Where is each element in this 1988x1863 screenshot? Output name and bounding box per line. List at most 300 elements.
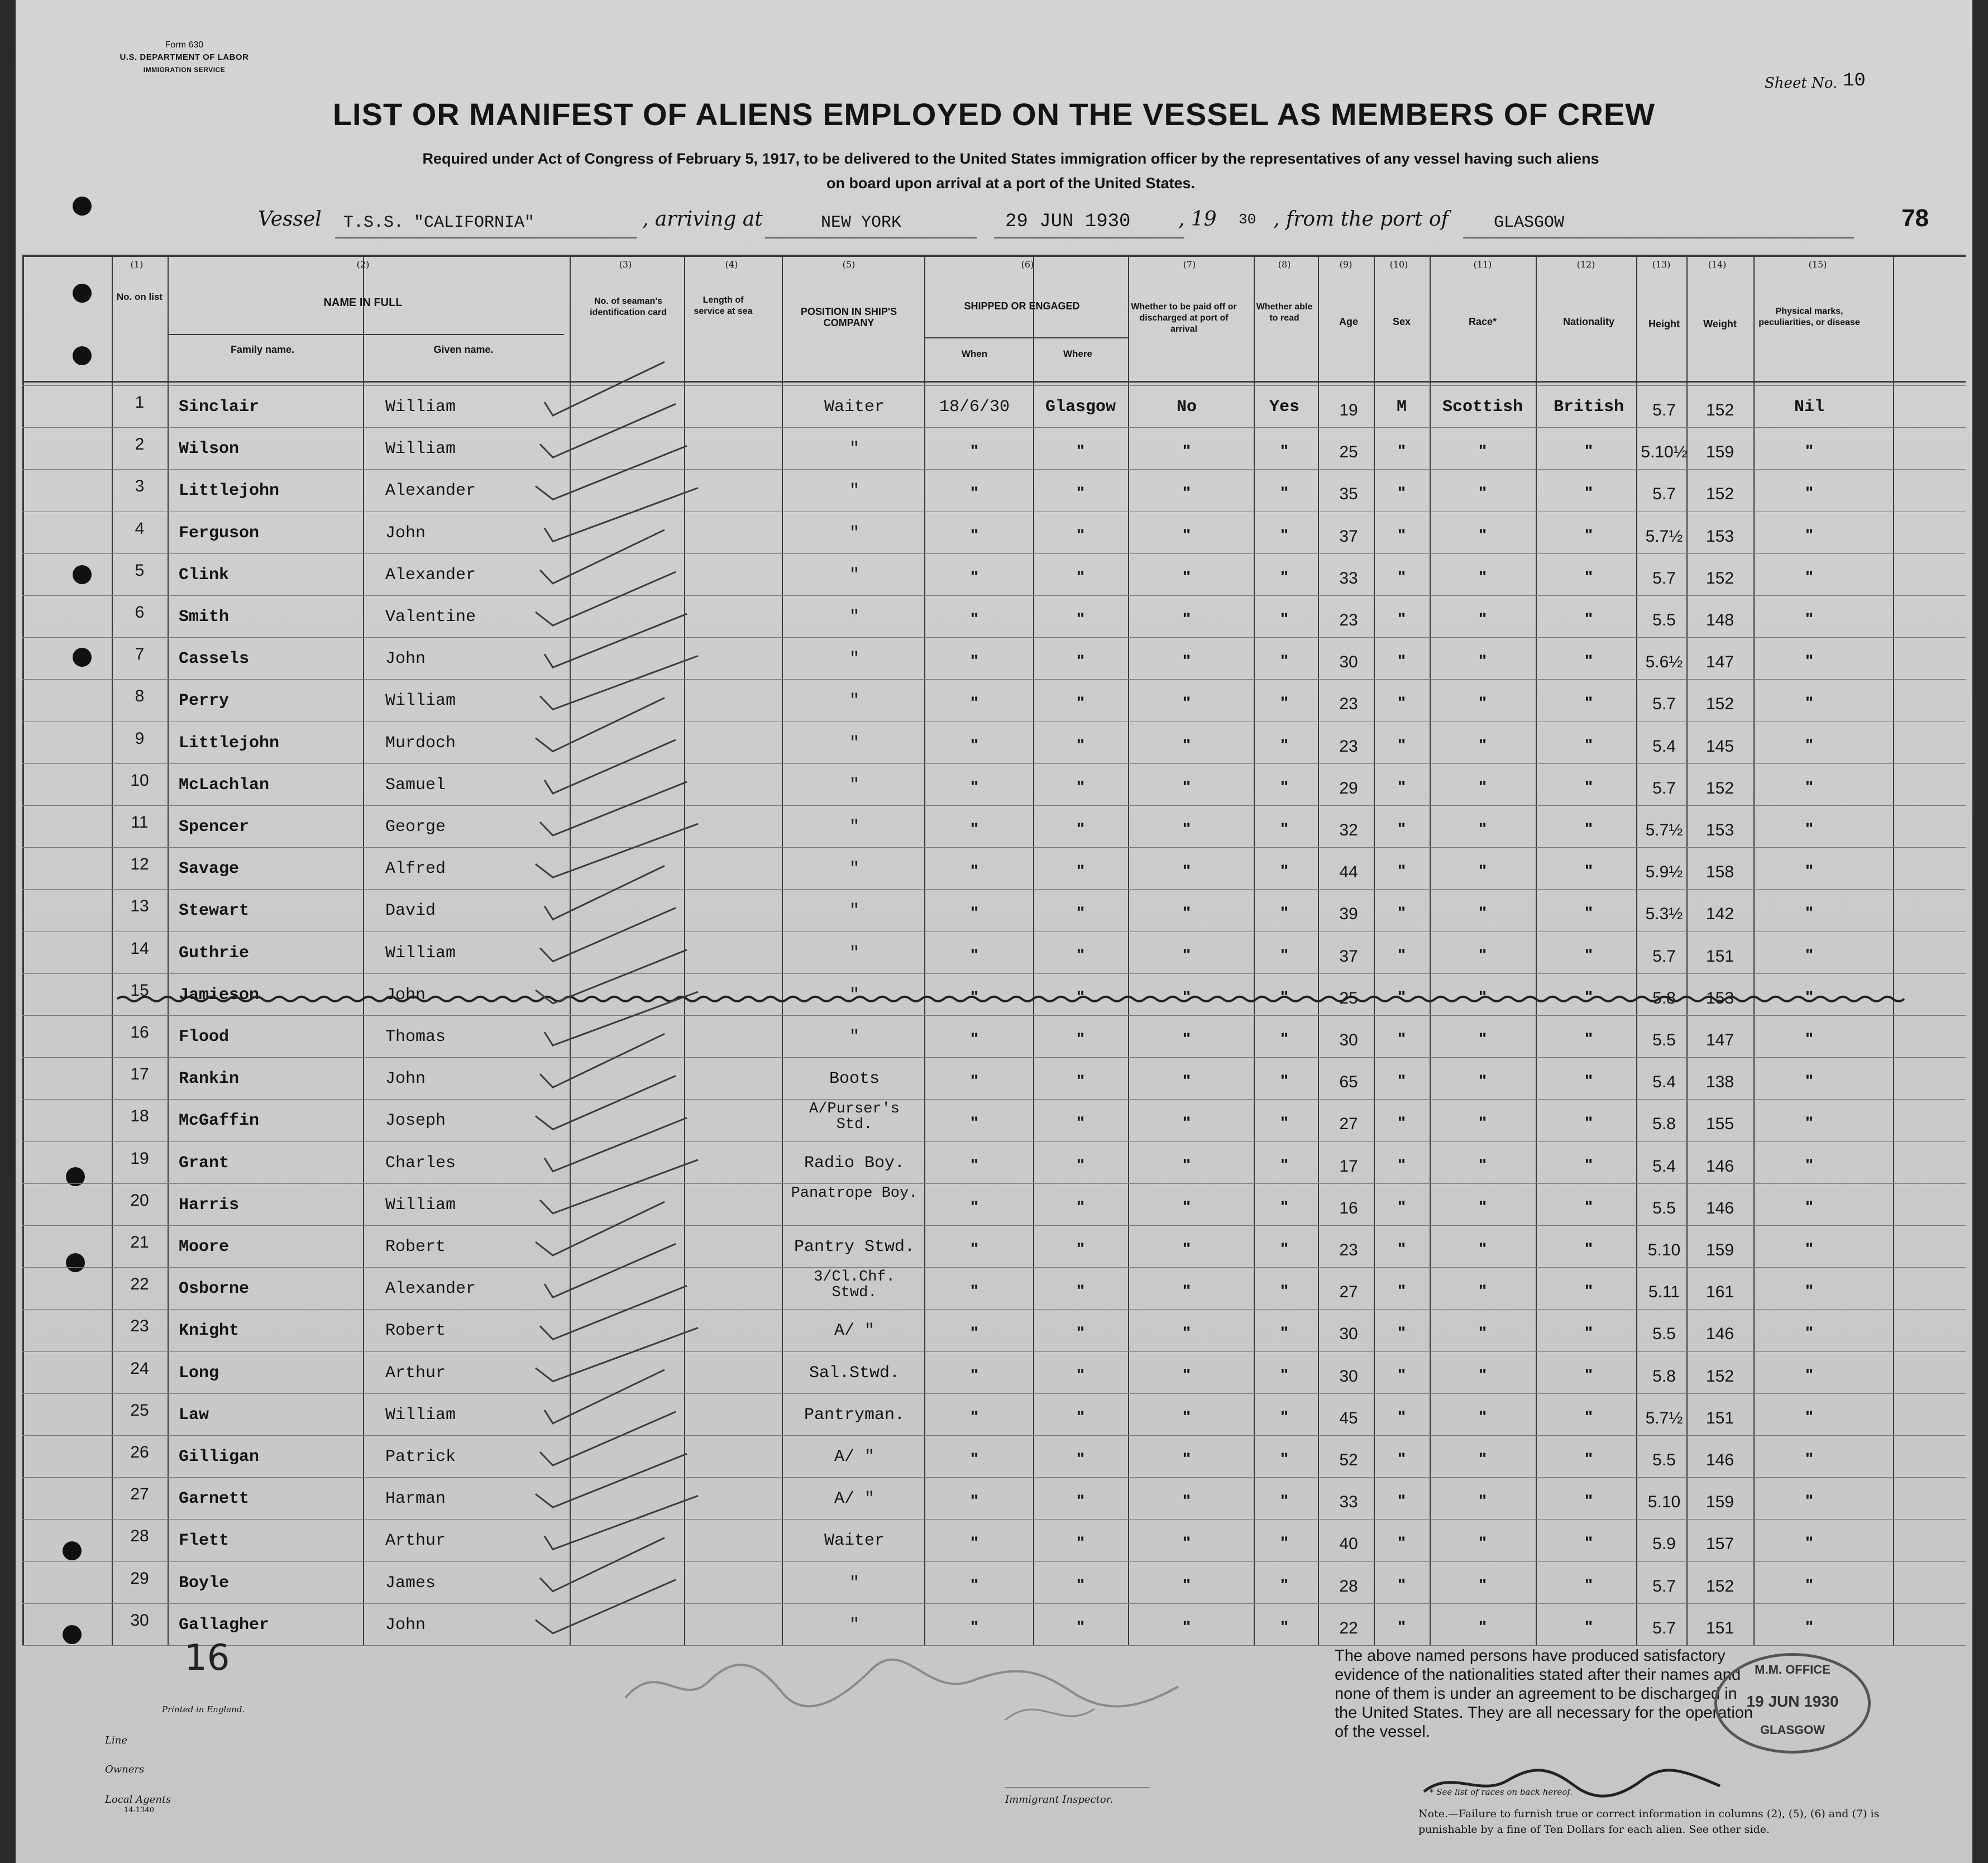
punch-hole <box>73 648 92 667</box>
given-name: George <box>385 818 446 837</box>
weight: 146 <box>1705 1451 1734 1469</box>
weight: 159 <box>1705 1493 1734 1512</box>
header-length-service: Length of service at sea <box>694 295 753 316</box>
header-nationality: Nationality <box>1562 316 1614 327</box>
column-rule <box>1128 255 1129 1645</box>
ditto-mark: " <box>1478 904 1487 923</box>
physical-marks: Nil <box>1794 398 1824 417</box>
height: 5.10 <box>1647 1493 1681 1512</box>
underline <box>335 237 637 238</box>
punch-hole <box>73 565 92 584</box>
height: 5.7 <box>1652 401 1676 419</box>
weight: 152 <box>1705 485 1734 504</box>
header-when: When <box>961 348 988 359</box>
stamp-date: 19 JUN 1930 <box>1746 1693 1839 1710</box>
height: 5.3½ <box>1645 905 1683 924</box>
ditto-mark: " <box>1280 526 1289 544</box>
punch-hole <box>66 1253 85 1272</box>
age: 22 <box>1339 1618 1358 1637</box>
ditto-mark: " <box>1076 777 1085 796</box>
column-rule <box>924 255 925 1645</box>
row-rule <box>22 427 1966 428</box>
punch-hole <box>73 284 92 303</box>
row-number: 26 <box>130 1443 149 1461</box>
ditto-mark: " <box>970 987 979 1006</box>
ditto-mark: " <box>1397 1617 1406 1636</box>
position: 3/Cl.Chf. Stwd. <box>814 1269 895 1302</box>
family-name: Wilson <box>179 440 240 459</box>
weight: 152 <box>1705 569 1734 587</box>
age: 65 <box>1339 1073 1358 1092</box>
check-mark <box>536 1454 687 1507</box>
arriving-port: NEW YORK <box>821 213 902 232</box>
ditto-mark: " <box>1280 1534 1289 1552</box>
given-name: William <box>385 1195 456 1215</box>
row-rule <box>22 469 1966 470</box>
check-mark <box>544 1370 665 1423</box>
header-shipped: SHIPPED OR ENGAGED <box>964 300 1080 312</box>
form-info <box>89 39 279 76</box>
given-name: Murdoch <box>385 733 456 753</box>
family-name: Clink <box>179 565 230 585</box>
given-name: Thomas <box>385 1028 446 1047</box>
column-rule <box>22 255 24 1645</box>
row-rule <box>22 1393 1966 1394</box>
check-mark <box>544 1244 676 1297</box>
height: 5.10½ <box>1641 443 1688 462</box>
family-name: McLachlan <box>179 775 270 795</box>
ditto-mark: " <box>1182 1072 1191 1091</box>
subtitle-line-2: on board upon arrival at a port of the United States. <box>826 175 1196 192</box>
punch-hole <box>63 1625 82 1644</box>
race: Scottish <box>1442 398 1523 417</box>
ditto-mark: " <box>1076 1282 1085 1301</box>
row-number: 16 <box>130 1023 149 1042</box>
check-mark <box>536 950 687 1004</box>
weight: 151 <box>1705 1618 1734 1637</box>
scan-edge-right <box>1972 0 1988 1863</box>
ditto-mark: " <box>1076 1534 1085 1552</box>
height: 5.5 <box>1652 1031 1676 1049</box>
inspector-line <box>1005 1787 1150 1788</box>
ditto-mark: " <box>1584 1407 1593 1426</box>
family-name: Garnett <box>179 1489 250 1509</box>
ditto-mark: " <box>970 1365 979 1384</box>
weight: 153 <box>1705 527 1734 546</box>
row-rule <box>22 805 1966 806</box>
height: 5.5 <box>1652 611 1676 629</box>
row-rule <box>22 553 1966 554</box>
family-name: Ferguson <box>179 523 260 543</box>
position: " <box>849 691 859 711</box>
handwritten-total: 16 <box>184 1637 230 1679</box>
age: 23 <box>1339 1241 1358 1259</box>
ditto-mark: " <box>1076 862 1085 881</box>
position: " <box>849 608 859 627</box>
row-number: 13 <box>130 897 149 916</box>
row-number: 20 <box>130 1191 149 1210</box>
age: 37 <box>1339 527 1358 546</box>
ditto-mark: " <box>1076 526 1085 544</box>
weight: 148 <box>1705 611 1734 629</box>
height: 5.5 <box>1652 1198 1676 1217</box>
ditto-mark: " <box>1478 610 1487 628</box>
age: 30 <box>1339 1367 1358 1386</box>
ditto-mark: " <box>1076 904 1085 923</box>
footer-code: 14-1340 <box>124 1806 155 1814</box>
printed-in: Printed in England. <box>162 1704 245 1714</box>
ditto-mark: " <box>1397 987 1406 1006</box>
given-name: Valentine <box>385 608 476 627</box>
ditto-mark: " <box>1584 1155 1593 1174</box>
row-rule <box>22 1141 1966 1142</box>
ditto-mark: " <box>1076 442 1085 461</box>
ditto-mark: " <box>1397 735 1406 754</box>
ditto-mark: " <box>1805 610 1814 628</box>
ditto-mark: " <box>1182 567 1191 586</box>
given-name: Joseph <box>385 1111 446 1131</box>
ditto-mark: " <box>1280 904 1289 923</box>
form-number: Form 630 <box>165 40 204 50</box>
check-mark <box>544 362 665 415</box>
column-number: (1) <box>130 259 144 270</box>
position: " <box>849 1573 859 1593</box>
ditto-mark: " <box>1478 1072 1487 1091</box>
row-rule <box>22 1477 1966 1478</box>
row-number: 12 <box>130 855 149 874</box>
master-signature <box>1418 1764 1731 1808</box>
header-bottom-rule <box>22 381 1966 383</box>
weight: 161 <box>1705 1283 1734 1302</box>
row-number: 3 <box>135 477 145 496</box>
ditto-mark: " <box>1584 1282 1593 1301</box>
age: 40 <box>1339 1535 1358 1554</box>
ditto-mark: " <box>1280 1197 1289 1216</box>
ditto-mark: " <box>1478 1534 1487 1552</box>
height: 5.7½ <box>1645 527 1683 546</box>
ditto-mark: " <box>1805 1197 1814 1216</box>
ditto-mark: " <box>1182 1197 1191 1216</box>
ditto-mark: " <box>1182 820 1191 838</box>
ditto-mark: " <box>1805 1492 1814 1511</box>
ditto-mark: " <box>1584 1197 1593 1216</box>
weight: 153 <box>1705 821 1734 839</box>
subtitle-line-1: Required under Act of Congress of February 5, 1917, to be delivered to the United States immigration officer by the representatives of any vessel having such aliens <box>422 150 1599 167</box>
ditto-mark: " <box>1805 1450 1814 1468</box>
ditto-mark: " <box>1478 1617 1487 1636</box>
family-name: Littlejohn <box>179 733 280 753</box>
height: 5.7 <box>1652 1577 1676 1596</box>
position: " <box>849 901 859 921</box>
ditto-mark: " <box>1478 1114 1487 1133</box>
ditto-mark: " <box>1076 1450 1085 1468</box>
ditto-mark: " <box>1182 1450 1191 1468</box>
ditto-mark: " <box>1280 1365 1289 1384</box>
ditto-mark: " <box>1280 1617 1289 1636</box>
check-mark <box>540 1286 687 1339</box>
check-mark <box>540 404 676 457</box>
vessel-name: T.S.S. "CALIFORNIA" <box>343 213 535 232</box>
ditto-mark: " <box>970 610 979 628</box>
ditto-mark: " <box>970 735 979 754</box>
age: 17 <box>1339 1157 1358 1176</box>
age: 25 <box>1339 988 1358 1007</box>
column-number: (14) <box>1708 259 1727 270</box>
row-number: 23 <box>130 1317 149 1336</box>
row-number: 7 <box>135 645 145 664</box>
ditto-mark: " <box>1280 1492 1289 1511</box>
family-name: McGaffin <box>179 1111 260 1131</box>
punch-hole <box>73 197 92 216</box>
ditto-mark: " <box>1478 820 1487 838</box>
weight: 152 <box>1705 1367 1734 1386</box>
ditto-mark: " <box>970 526 979 544</box>
position: " <box>849 733 859 753</box>
ditto-mark: " <box>1397 1282 1406 1301</box>
header-paid-off: Whether to be paid off or discharged at port of arrival <box>1131 302 1237 334</box>
row-number: 10 <box>130 771 149 790</box>
ditto-mark: " <box>1397 862 1406 881</box>
underline <box>1463 237 1854 238</box>
check-mark <box>540 1412 676 1465</box>
ditto-mark: " <box>1182 904 1191 923</box>
inspector-signature <box>614 1647 1195 1726</box>
column-number: (7) <box>1183 259 1196 270</box>
given-name: Alexander <box>385 481 476 501</box>
position: " <box>849 775 859 795</box>
shipped-divider <box>924 337 1128 338</box>
ditto-mark: " <box>1478 987 1487 1006</box>
ditto-mark: " <box>1584 526 1593 544</box>
from-port: GLASGOW <box>1494 213 1565 232</box>
height: 5.5 <box>1652 1325 1676 1344</box>
ditto-mark: " <box>1478 735 1487 754</box>
ditto-mark: " <box>1182 987 1191 1006</box>
ditto-mark: " <box>1584 820 1593 838</box>
ditto-mark: " <box>1805 987 1814 1006</box>
check-mark <box>544 1118 687 1172</box>
position: A/ " <box>834 1448 874 1466</box>
height: 5.4 <box>1652 1073 1676 1092</box>
height: 5.8 <box>1652 988 1676 1007</box>
ditto-mark: " <box>1584 777 1593 796</box>
check-mark <box>536 1328 698 1382</box>
column-number: (15) <box>1808 259 1827 270</box>
header-physical: Physical marks, peculiarities, or disease <box>1758 307 1860 327</box>
age: 30 <box>1339 1031 1358 1049</box>
height: 5.7 <box>1652 778 1676 797</box>
ditto-mark: " <box>1076 945 1085 964</box>
name-divider <box>168 334 564 335</box>
ditto-mark: " <box>1584 1492 1593 1511</box>
column-rule <box>570 255 571 1645</box>
ditto-mark: " <box>1805 567 1814 586</box>
header-where: Where <box>1063 348 1092 359</box>
ditto-mark: " <box>970 1492 979 1511</box>
ditto-mark: " <box>1397 1575 1406 1594</box>
given-name: Robert <box>385 1238 446 1257</box>
row-rule <box>22 1351 1966 1352</box>
position: " <box>849 523 859 543</box>
ditto-mark: " <box>1397 1407 1406 1426</box>
ditto-mark: " <box>970 945 979 964</box>
ditto-mark: " <box>1397 694 1406 713</box>
ditto-mark: " <box>1076 1324 1085 1343</box>
given-name: John <box>385 985 426 1005</box>
ditto-mark: " <box>1805 1324 1814 1343</box>
column-number: (3) <box>619 259 632 270</box>
weight: 152 <box>1705 695 1734 714</box>
header-name-in-full: NAME IN FULL <box>323 297 403 309</box>
ditto-mark: " <box>1805 777 1814 796</box>
ditto-mark: " <box>1280 945 1289 964</box>
arriving-label: , arriving at <box>642 208 763 231</box>
ditto-mark: " <box>970 1534 979 1552</box>
footer-owners-label: Owners <box>105 1764 145 1775</box>
given-name: Harman <box>385 1489 446 1509</box>
ditto-mark: " <box>1397 1197 1406 1216</box>
given-name: Samuel <box>385 775 446 795</box>
underline <box>994 237 1184 238</box>
weight: 155 <box>1705 1115 1734 1134</box>
ditto-mark: " <box>1280 1324 1289 1343</box>
height: 5.4 <box>1652 737 1676 756</box>
given-name: William <box>385 440 456 459</box>
sheet-number: 10 <box>1843 70 1866 92</box>
age: 30 <box>1339 653 1358 672</box>
position: " <box>849 818 859 837</box>
height: 5.7 <box>1652 569 1676 587</box>
row-number: 24 <box>130 1359 149 1378</box>
ditto-mark: " <box>1478 652 1487 671</box>
row-rule <box>22 1519 1966 1520</box>
header-able-read: Whether able to read <box>1256 302 1313 323</box>
ditto-mark: " <box>1584 694 1593 713</box>
header-age: Age <box>1339 316 1358 327</box>
weight: 152 <box>1705 778 1734 797</box>
ditto-mark: " <box>1478 1492 1487 1511</box>
column-number: (9) <box>1339 259 1353 270</box>
column-rule <box>363 255 364 1645</box>
age: 52 <box>1339 1451 1358 1469</box>
family-name: Gilligan <box>179 1448 260 1466</box>
ditto-mark: " <box>970 484 979 503</box>
given-name: Patrick <box>385 1448 456 1466</box>
department: U.S. DEPARTMENT OF LABOR <box>120 52 249 62</box>
ditto-mark: " <box>1182 862 1191 881</box>
table-top-rule <box>22 255 1966 257</box>
weight: 158 <box>1705 863 1734 882</box>
ditto-mark: " <box>1805 820 1814 838</box>
column-rule <box>112 255 113 1645</box>
weight: 142 <box>1705 905 1734 924</box>
stamp-port: GLASGOW <box>1760 1723 1825 1737</box>
ditto-mark: " <box>1397 610 1406 628</box>
ditto-mark: " <box>1182 777 1191 796</box>
check-mark <box>544 614 687 667</box>
ditto-mark: " <box>1182 1534 1191 1552</box>
ditto-mark: " <box>1805 526 1814 544</box>
ditto-mark: " <box>1805 1282 1814 1301</box>
family-name: Rankin <box>179 1069 240 1089</box>
ditto-mark: " <box>1805 1030 1814 1048</box>
row-rule <box>22 679 1966 680</box>
given-name: William <box>385 1405 456 1425</box>
height: 5.11 <box>1648 1283 1680 1302</box>
ditto-mark: " <box>1584 484 1593 503</box>
header-sex: Sex <box>1392 316 1411 327</box>
ditto-mark: " <box>1397 904 1406 923</box>
ditto-mark: " <box>1397 1324 1406 1343</box>
sex: M <box>1396 398 1407 417</box>
ditto-mark: " <box>970 1450 979 1468</box>
ditto-mark: " <box>1805 1114 1814 1133</box>
age: 25 <box>1339 443 1358 462</box>
ditto-mark: " <box>1182 610 1191 628</box>
ditto-mark: " <box>1280 987 1289 1006</box>
ditto-mark: " <box>1182 1155 1191 1174</box>
ditto-mark: " <box>1805 1072 1814 1091</box>
row-rule <box>22 1183 1966 1184</box>
ditto-mark: " <box>1584 1324 1593 1343</box>
able-to-read: Yes <box>1269 398 1299 417</box>
underline <box>765 237 977 238</box>
ditto-mark: " <box>1182 1575 1191 1594</box>
nationality: British <box>1553 398 1624 417</box>
check-mark <box>536 698 665 752</box>
declaration: The above named persons have produced satisfactory evidence of the nationalities stated after their names and none of them is under an agreement to be discharged in the United States. They are all necessary for the operation of the vessel. <box>1335 1647 1753 1741</box>
column-number: (8) <box>1278 259 1291 270</box>
immigrant-inspector-label: Immigrant Inspector. <box>1005 1794 1114 1805</box>
header-height: Height <box>1648 318 1680 329</box>
family-name: Littlejohn <box>179 481 280 501</box>
ditto-mark: " <box>1280 1282 1289 1301</box>
position: " <box>849 1615 859 1635</box>
ditto-mark: " <box>1182 442 1191 461</box>
row-rule <box>22 1435 1966 1436</box>
ditto-mark: " <box>1478 1575 1487 1594</box>
ditto-mark: " <box>1397 1030 1406 1048</box>
check-mark <box>540 782 687 835</box>
ditto-mark: " <box>1280 610 1289 628</box>
family-name: Savage <box>179 859 240 879</box>
ditto-mark: " <box>1478 1407 1487 1426</box>
ditto-mark: " <box>1182 1282 1191 1301</box>
ditto-mark: " <box>970 1155 979 1174</box>
ditto-mark: " <box>1280 1575 1289 1594</box>
height: 5.7 <box>1652 485 1676 504</box>
ditto-mark: " <box>1076 484 1085 503</box>
ditto-mark: " <box>1280 777 1289 796</box>
ditto-mark: " <box>1478 567 1487 586</box>
row-rule <box>22 1015 1966 1016</box>
height: 5.6½ <box>1645 653 1683 672</box>
ditto-mark: " <box>1280 694 1289 713</box>
column-rule <box>168 255 169 1645</box>
row-rule <box>22 763 1966 764</box>
ditto-mark: " <box>1478 945 1487 964</box>
column-number: (4) <box>725 259 738 270</box>
ditto-mark: " <box>1584 945 1593 964</box>
ditto-mark: " <box>1478 1197 1487 1216</box>
given-name: William <box>385 691 456 711</box>
ditto-mark: " <box>1076 987 1085 1006</box>
check-mark <box>540 1034 665 1087</box>
ditto-mark: " <box>1076 1072 1085 1091</box>
ditto-mark: " <box>1478 442 1487 461</box>
office-stamp <box>1714 1653 1871 1754</box>
age: 27 <box>1339 1115 1358 1134</box>
